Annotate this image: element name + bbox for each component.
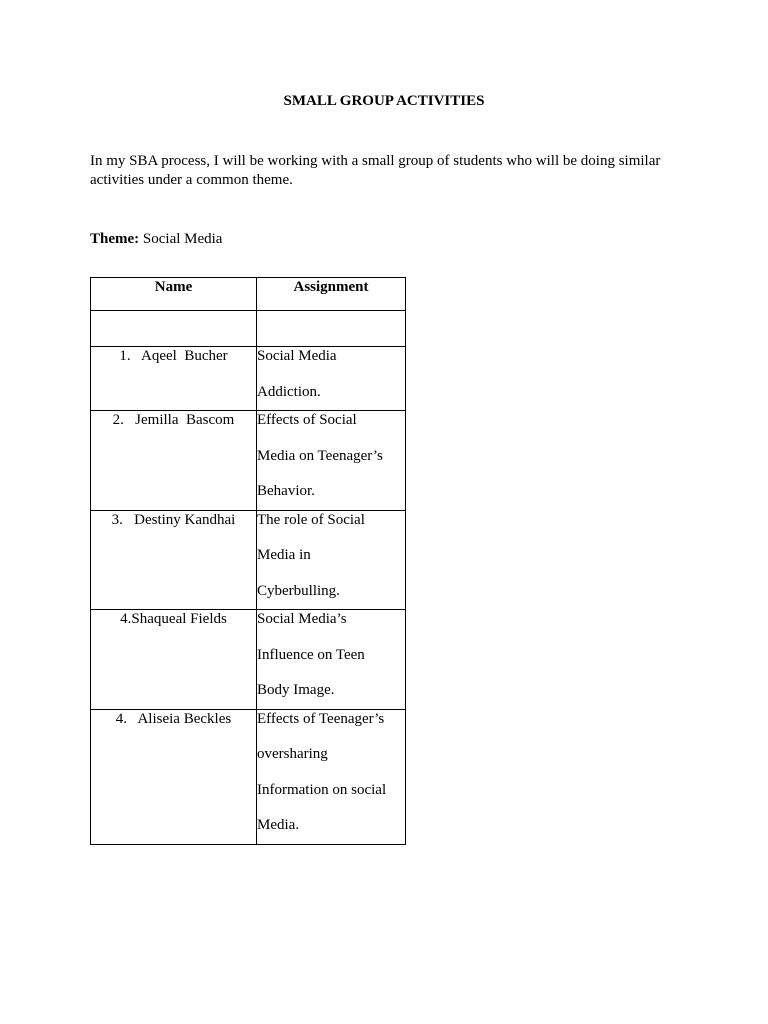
student-name-cell [91, 347, 257, 411]
assignment-line: Effects of Social [257, 412, 357, 428]
assignment-line: Influence on Teen [257, 646, 365, 663]
assignment-line: oversharing [257, 746, 328, 762]
student-name-cell [91, 411, 257, 511]
assignment-line: Behavior. [257, 483, 315, 499]
table-row [91, 347, 406, 411]
theme-line [90, 231, 222, 248]
assignment-line: Effects of Teenager’s [257, 710, 385, 727]
theme-value: Social Media [139, 231, 223, 247]
document-title: SMALL GROUP ACTIVITIES [283, 93, 485, 109]
assignment-line: Social Media’s [257, 611, 347, 627]
student-name: 2. Jemilla Bascom [112, 412, 235, 428]
table-row [91, 411, 406, 511]
assignment-line: Media. [257, 817, 300, 833]
assignment-cell [257, 709, 406, 844]
assignment-cell [257, 347, 406, 411]
student-name: 4. Aliseia Beckles [115, 710, 232, 727]
assignment-line: The role of Social [257, 511, 365, 528]
assignment-table [90, 277, 406, 845]
assignment-cell [257, 610, 406, 710]
student-name: 1. Aqeel Bucher [119, 348, 228, 364]
assignment-line: Cyberbulling. [257, 582, 340, 599]
header-name: Name [91, 278, 257, 311]
assignment-line: Media in [257, 547, 311, 563]
table-row [91, 510, 406, 610]
table-row [91, 610, 406, 710]
student-name: 4.Shaqueal Fields [120, 611, 227, 627]
table-header-row [91, 278, 406, 311]
assignment-line: Media on Teenager’s [257, 447, 383, 464]
student-name-cell [91, 510, 257, 610]
assignment-cell [257, 510, 406, 610]
student-name: 3. Destiny Kandhai [111, 511, 236, 528]
intro-paragraph: In my SBA process, I will be working with a small group of students who will be doing similar activities under a common theme. [90, 153, 661, 188]
student-name-cell [91, 610, 257, 710]
assignment-line: Social Media [257, 348, 337, 364]
header-assignment: Assignment [257, 278, 406, 311]
empty-cell [91, 311, 257, 347]
assignment-line: Addiction. [257, 383, 321, 400]
table-row [91, 709, 406, 844]
assignment-line: Information on social [257, 781, 387, 798]
assignment-cell [257, 411, 406, 511]
assignment-line: Body Image. [257, 682, 335, 698]
theme-label: Theme: [90, 231, 140, 247]
student-name-cell [91, 709, 257, 844]
